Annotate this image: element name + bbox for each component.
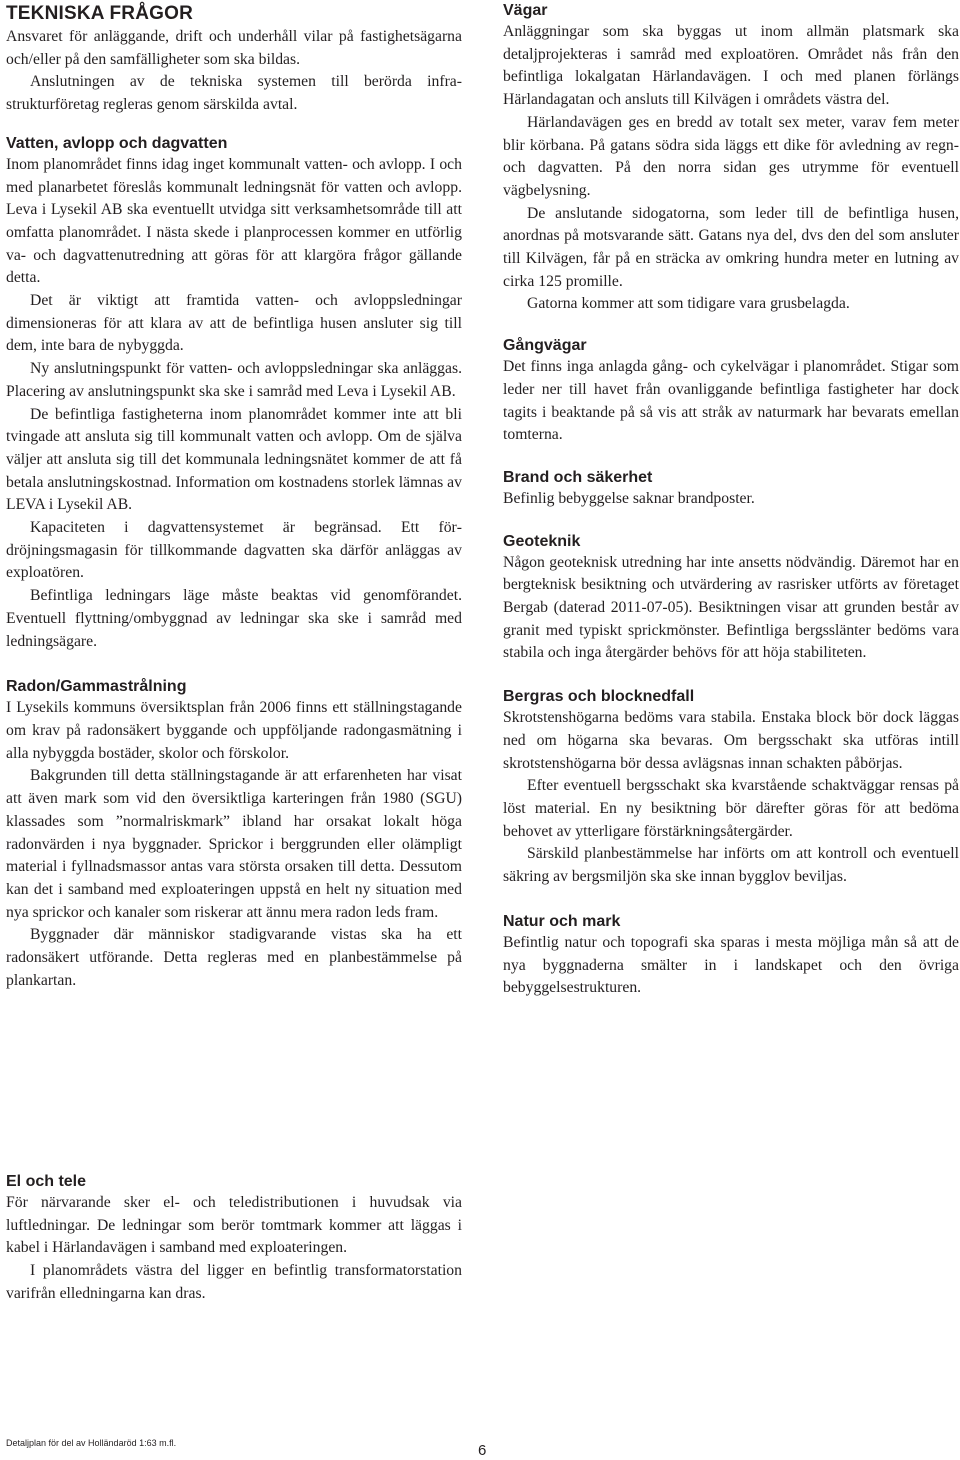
natur-paragraph: Befintlig natur och topografi ska sparas i mesta möjliga mån så att de nya byggnaderna smälter in i landskapet och den övriga bebyggelsestrukturen. (503, 933, 959, 997)
vatten-paragraph: Ny anslutningspunkt för vatten- och avloppsledningar ska anläggas. Placering av anslutningspunkt ska ske i samråd med Leva i Lysekil AB. (6, 360, 462, 400)
vagar-paragraph: De anslutande sidogatorna, som leder till de befintliga husen, anordnas på motsvarande sätt. Gatans nya del, dvs den del som ansluter till Kilvägen, får på en sträcka av omkring hundra meter en lutning av cirka 125 promille. (503, 204, 959, 290)
vatten-paragraph: Inom planområdet finns idag inget kommunalt vatten- och avlopp. I och med planarbetet föreslås kommunalt ledningsnät för vatten och avlopp. Leva i Lysekil AB ska eventuellt utvidga sitt verksamhetsområde till att omfatta planområdet. I nästa skede i planprocessen kommer en utförlig va- och dagvattenutredning att göras för att klargöra frågor gällande detta. (6, 155, 462, 287)
heading-el-och-tele: El och tele (6, 1173, 87, 1190)
intro-paragraph: Anslutningen av de tekniska systemen till berörda infrastrukturföretag regleras genom särskilda avtal. (6, 73, 462, 114)
left-column (6, 0, 462, 992)
bergras-paragraph: Skrotstenshögarna bedöms vara stabila. Enstaka block bör dock läggas ned om högarna ska bevaras. Om bergsschakt ska utföras intill skrotstenshögarna bör dessa avlägsnas innan schakten påbörjas. (503, 709, 959, 772)
bergras-paragraph: Särskild planbestämmelse har införts om att kontroll och eventuell säkring av bergsmiljön ska ske innan bygglov beviljas. (503, 845, 959, 886)
heading-gangvagar: Gångvägar (503, 337, 587, 355)
heading-natur-och-mark: Natur och mark (503, 912, 621, 930)
heading-vagar: Vägar (503, 2, 548, 19)
heading-bergras: Bergras och blocknedfall (503, 688, 695, 706)
geoteknik-paragraph: Någon geoteknisk utredning har inte ansetts nödvändig. Däremot har en bergteknisk besiktning och utvärdering av rasrisker utförts av företaget Bergab (daterad 2011-07-05). Besiktningen visar att grunden består av granit med typiskt sprickmönster. Befintliga bergsslänter bedöms vara stabila och inga återgärder behövs för att höja stabiliteten. (503, 553, 959, 662)
el-och-tele-section (6, 1172, 462, 1306)
page-number: 6 (478, 1442, 487, 1459)
bergras-paragraph: Efter eventuell bergsschakt ska kvarstående schaktväggar rensas på löst material. En ny besiktning bör därefter göras för att bedöma behovet av ytterligare förstärkningsåtergärder. (503, 777, 959, 840)
intro-paragraph: Ansvaret för anläggande, drift och underhåll vilar på fastighetsägarna och/eller på den samfälligheter som ska bildas. (6, 28, 462, 68)
radon-paragraph: Byggnader där människor stadigvarande vistas ska ha ett radonsäkert utförande. Detta regleras med en planbestämmelse på plankartan. (6, 926, 462, 989)
footer-document-title: Detaljplan för del av Holländaröd 1:63 m.fl. (6, 1438, 177, 1448)
vatten-paragraph: De befintliga fastigheterna inom planområdet kommer inte att bli tvingade att ansluta sig till kommunalt vatten och avlopp. Om de själva väljer att ansluta sig till det kommunala ledningsnätet kommer de att få betala anslutningskostnad. Information om kostnadens storlek lämnas av LEVA i Lysekil AB. (6, 405, 462, 514)
vatten-paragraph: Kapaciteten i dagvattensystemet är begränsad. Ett fördröjningsmagasin för tillkommande dagvatten ska därför anläggas av exploatören. (6, 519, 462, 582)
brand-paragraph: Befinlig bebyggelse saknar brandposter. (503, 489, 755, 507)
vatten-paragraph: Det är viktigt att framtida vatten- och avloppsledningar dimensioneras för att klara av att de befintliga husen ansluter sig till dem, inte bara de nybyggda. (6, 292, 462, 355)
section-heading-tekniska-fragor: TEKNISKA FRÅGOR (6, 3, 194, 24)
heading-vatten-avlopp: Vatten, avlopp och dagvatten (6, 134, 228, 152)
gangvagar-paragraph: Det finns inga anlagda gång- och cykelvägar i planområdet. Stigar som leder ner till havet från ovanliggande befintliga fastigheter har dock tagits i beaktande på så vis att stråk av naturmark har bevarats emellan tomterna. (503, 358, 959, 444)
heading-brand-och-sakerhet: Brand och säkerhet (503, 468, 653, 486)
vagar-paragraph: Anläggningar som ska byggas ut inom allmän platsmark ska detaljprojekteras i samråd med exploatören. Området nås från den befintliga lokalgatan Härlandavägen. I och med planen förlängs Härlandagatan och ansluts till Kilvägen i områdets västra del. (503, 23, 959, 109)
vagar-paragraph: Härlandavägen ges en bredd av totalt sex meter, varav fem meter blir körbana. På gatans södra sida läggs ett dike för avledning av regn- och dagvatten. På den norra sidan ges utrymme för eventuell vägbelysning. (503, 113, 959, 199)
vatten-paragraph: Befintliga ledningars läge måste beaktas vid genomförandet. Eventuell flyttning/ombyggnad av ledningar ska ske i samråd med ledningsägare. (6, 587, 462, 650)
heading-geoteknik: Geoteknik (503, 532, 581, 550)
eltele-paragraph: I planområdets västra del ligger en befintlig transformatorstation varifrån elledningarna kan dras. (6, 1262, 462, 1302)
eltele-paragraph: För närvarande sker el- och teledistributionen i huvudsak via luftledningar. De ledningar som berör tomtmark kommer att läggas i kabel i Härlandavägen i samband med exploateringen. (6, 1194, 462, 1257)
vagar-paragraph: Gatorna kommer att som tidigare vara grusbelagda. (527, 295, 850, 313)
heading-radon: Radon/Gammastrålning (6, 678, 187, 696)
radon-paragraph: Bakgrunden till detta ställningstagande är att erfarenheten har visat att även mark som vid den översiktliga karteringen från 1980 (SGU) klassades som ”normalriskmark” ibland har orsakat lokalt höga radonvärden i nya byggnader. Sprickor i berggrunden eller olämpligt material i fyllnadsmassor antas vara största orsaken till detta. Dessutom kan det i samband med exploateringen uppstå en helt ny situation med nya sprickor och kanaler som riskerar att ännu mera radon leds fram. (6, 767, 462, 921)
radon-paragraph: I Lysekils kommuns översiktsplan från 2006 finns ett ställningstagande om krav på radonsäkert byggande och uppföljande radongasmätning i alla nybyggda bostäder, skolor och förskolor. (6, 699, 462, 762)
right-column (503, 0, 959, 1000)
